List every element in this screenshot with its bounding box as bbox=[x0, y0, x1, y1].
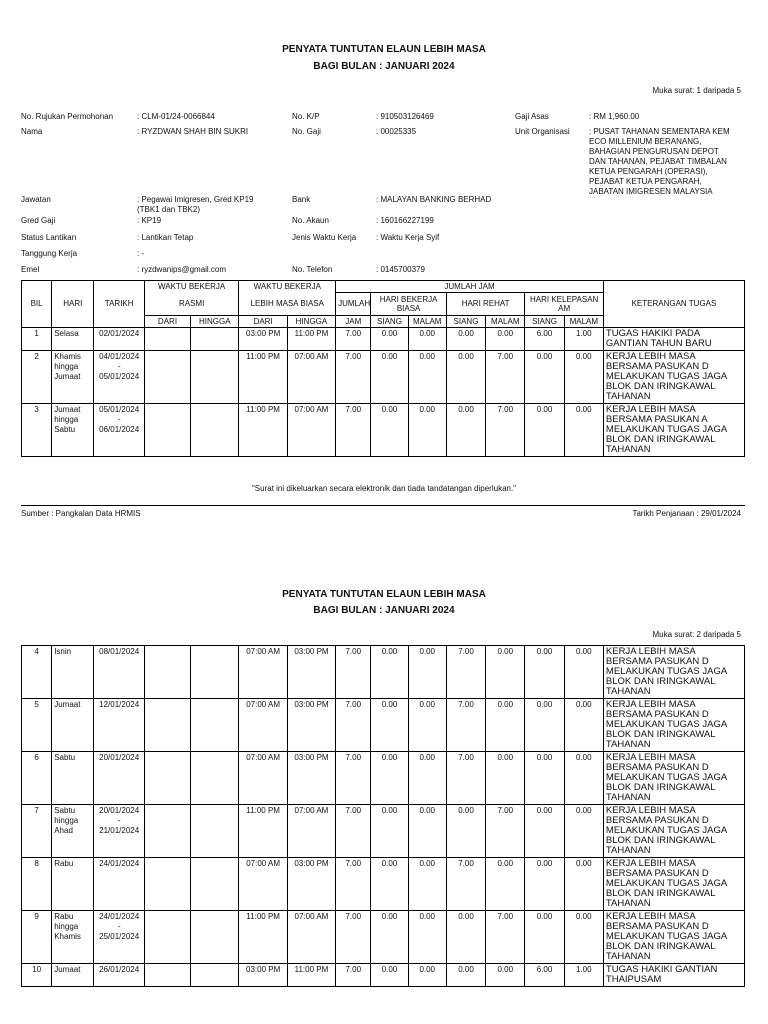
rehat-siang-cell: 0.00 bbox=[446, 403, 485, 456]
header-keterangan: KETERANGAN TUGAS bbox=[603, 281, 744, 328]
lmb-dari-cell: 07:00 AM bbox=[239, 752, 287, 805]
akaun-label: No. Akaun bbox=[292, 216, 329, 225]
header-rasmi-dari: DARI bbox=[144, 315, 190, 327]
header-jumlah-jam: JUMLAH JAM bbox=[336, 281, 604, 293]
header-rasmi-hingga: HINGGA bbox=[191, 315, 239, 327]
header-biasa-malam: MALAM bbox=[408, 315, 446, 327]
table-row bbox=[22, 752, 745, 805]
bil-cell: 9 bbox=[22, 911, 52, 964]
hari-cell: Isnin bbox=[52, 646, 94, 699]
gaji-value: : 00025335 bbox=[376, 127, 417, 136]
status-value: : Lantikan Tetap bbox=[137, 233, 194, 242]
rehat-siang-cell: 0.00 bbox=[446, 350, 485, 403]
gaji-asas-label: Gaji Asas bbox=[515, 112, 549, 121]
lmb-dari-cell: 07:00 AM bbox=[239, 646, 287, 699]
kelepasan-siang-cell: 0.00 bbox=[525, 805, 564, 858]
rasmi-hingga-cell bbox=[191, 403, 239, 456]
tarikh-cell: 26/01/2024 bbox=[94, 964, 144, 987]
rasmi-hingga-cell bbox=[191, 858, 239, 911]
electronic-note: "Surat ini dikeluarkan secara elektronik dan tiada tandatangan diperlukan." bbox=[251, 484, 517, 493]
nama-label: Nama bbox=[21, 127, 43, 136]
bil-cell: 6 bbox=[22, 752, 52, 805]
hari-cell: Jumaat bbox=[52, 964, 94, 987]
lmb-dari-cell: 11:00 PM bbox=[239, 911, 287, 964]
keterangan-cell: TUGAS HAKIKI GANTIAN THAIPUSAM bbox=[603, 964, 744, 987]
rehat-siang-cell: 0.00 bbox=[446, 911, 485, 964]
page-subtitle: BAGI BULAN : JANUARI 2024 bbox=[313, 61, 455, 72]
lmb-hingga-cell: 07:00 AM bbox=[287, 350, 335, 403]
biasa-malam-cell: 0.00 bbox=[408, 350, 446, 403]
rehat-siang-cell: 7.00 bbox=[446, 646, 485, 699]
tarikh-cell: 12/01/2024 bbox=[94, 699, 144, 752]
rehat-malam-cell: 7.00 bbox=[486, 911, 525, 964]
rehat-siang-cell: 0.00 bbox=[446, 805, 485, 858]
tarikh-cell: 08/01/2024 bbox=[94, 646, 144, 699]
sumber-text: Sumber : Pangkalan Data HRMIS bbox=[21, 509, 141, 518]
keterangan-cell: KERJA LEBIH MASA BERSAMA PASUKAN D MELAKUKAN TUGAS JAGA BLOK DAN IRINGKAWAL TAHANAN bbox=[603, 911, 744, 964]
jam-cell: 7.00 bbox=[336, 699, 371, 752]
rasmi-dari-cell bbox=[144, 805, 190, 858]
jam-cell: 7.00 bbox=[336, 858, 371, 911]
tarikh-cell: 05/01/2024 - 06/01/2024 bbox=[94, 403, 144, 456]
kelepasan-malam-cell: 0.00 bbox=[564, 911, 603, 964]
header-kelepasan-malam: MALAM bbox=[564, 315, 603, 327]
kp-value: : 910503126469 bbox=[376, 112, 434, 121]
lmb-hingga-cell: 11:00 PM bbox=[287, 327, 335, 350]
jam-cell: 7.00 bbox=[336, 964, 371, 987]
kelepasan-malam-cell: 1.00 bbox=[564, 964, 603, 987]
kelepasan-siang-cell: 0.00 bbox=[525, 911, 564, 964]
biasa-malam-cell: 0.00 bbox=[408, 327, 446, 350]
keterangan-cell: KERJA LEBIH MASA BERSAMA PASUKAN D MELAKUKAN TUGAS JAGA BLOK DAN IRINGKAWAL TAHANAN bbox=[603, 646, 744, 699]
tarikh-cell: 20/01/2024 - 21/01/2024 bbox=[94, 805, 144, 858]
jam-cell: 7.00 bbox=[336, 403, 371, 456]
kelepasan-siang-cell: 0.00 bbox=[525, 858, 564, 911]
rasmi-dari-cell bbox=[144, 858, 190, 911]
table-row bbox=[22, 858, 745, 911]
jam-cell: 7.00 bbox=[336, 646, 371, 699]
keterangan-cell: KERJA LEBIH MASA BERSAMA PASUKAN D MELAKUKAN TUGAS JAGA BLOK DAN IRINGKAWAL TAHANAN bbox=[603, 699, 744, 752]
biasa-siang-cell: 0.00 bbox=[371, 699, 408, 752]
header-hari: HARI bbox=[52, 281, 94, 328]
biasa-malam-cell: 0.00 bbox=[408, 911, 446, 964]
unit-label: Unit Organisasi bbox=[515, 127, 570, 136]
biasa-siang-cell: 0.00 bbox=[371, 752, 408, 805]
hari-cell: Sabtu hingga Ahad bbox=[52, 805, 94, 858]
biasa-siang-cell: 0.00 bbox=[371, 350, 408, 403]
rasmi-hingga-cell bbox=[191, 350, 239, 403]
tarikh-cell: 02/01/2024 bbox=[94, 327, 144, 350]
tarikh-cell: 04/01/2024 - 05/01/2024 bbox=[94, 350, 144, 403]
keterangan-cell: KERJA LEBIH MASA BERSAMA PASUKAN D MELAKUKAN TUGAS JAGA BLOK DAN IRINGKAWAL TAHANAN bbox=[603, 858, 744, 911]
kp-label: No. K/P bbox=[292, 112, 320, 121]
rasmi-dari-cell bbox=[144, 327, 190, 350]
table-row bbox=[22, 805, 745, 858]
rasmi-hingga-cell bbox=[191, 327, 239, 350]
hari-cell: Rabu hingga Khamis bbox=[52, 911, 94, 964]
lmb-dari-cell: 11:00 PM bbox=[239, 350, 287, 403]
header-rehat-siang: SIANG bbox=[446, 315, 485, 327]
kelepasan-malam-cell: 0.00 bbox=[564, 699, 603, 752]
rehat-malam-cell: 0.00 bbox=[486, 858, 525, 911]
emel-value: : ryzdwanips@gmail.com bbox=[137, 265, 227, 274]
kelepasan-malam-cell: 1.00 bbox=[564, 327, 603, 350]
biasa-malam-cell: 0.00 bbox=[408, 646, 446, 699]
bil-cell: 5 bbox=[22, 699, 52, 752]
rasmi-dari-cell bbox=[144, 403, 190, 456]
tarikh-penjanaan: Tarikh Penjanaan : 29/01/2024 bbox=[632, 509, 741, 518]
header-biasa-siang: SIANG bbox=[371, 315, 408, 327]
header-wb-rasmi-2: RASMI bbox=[144, 293, 239, 316]
page2-number: Muka surat: 2 daripada 5 bbox=[652, 630, 741, 639]
footer-divider bbox=[21, 505, 745, 506]
jam-cell: 7.00 bbox=[336, 752, 371, 805]
rehat-malam-cell: 0.00 bbox=[486, 964, 525, 987]
bil-cell: 8 bbox=[22, 858, 52, 911]
rehat-siang-cell: 7.00 bbox=[446, 858, 485, 911]
header-wb-lmb-2: LEBIH MASA BIASA bbox=[239, 293, 336, 316]
kelepasan-siang-cell: 0.00 bbox=[525, 403, 564, 456]
bil-cell: 2 bbox=[22, 350, 52, 403]
page-title: PENYATA TUNTUTAN ELAUN LEBIH MASA bbox=[282, 44, 486, 55]
gaji-label: No. Gaji bbox=[292, 127, 321, 136]
rasmi-hingga-cell bbox=[191, 805, 239, 858]
rehat-malam-cell: 7.00 bbox=[486, 403, 525, 456]
biasa-siang-cell: 0.00 bbox=[371, 327, 408, 350]
kelepasan-siang-cell: 6.00 bbox=[525, 964, 564, 987]
rasmi-hingga-cell bbox=[191, 964, 239, 987]
header-jumlah: JUMLAH bbox=[336, 293, 371, 316]
table-row bbox=[22, 327, 745, 350]
kelepasan-siang-cell: 0.00 bbox=[525, 350, 564, 403]
gred-label: Gred Gaji bbox=[21, 216, 56, 225]
biasa-siang-cell: 0.00 bbox=[371, 646, 408, 699]
nama-value: : RYZDWAN SHAH BIN SUKRI bbox=[137, 127, 249, 136]
rehat-siang-cell: 0.00 bbox=[446, 964, 485, 987]
rasmi-dari-cell bbox=[144, 911, 190, 964]
rehat-malam-cell: 0.00 bbox=[486, 327, 525, 350]
rasmi-dari-cell bbox=[144, 964, 190, 987]
rasmi-hingga-cell bbox=[191, 699, 239, 752]
rehat-malam-cell: 0.00 bbox=[486, 646, 525, 699]
header-lmb-hingga: HINGGA bbox=[287, 315, 335, 327]
unit-value: : PUSAT TAHANAN SEMENTARA KEM ECO MILLENIUM BERANANG, BAHAGIAN PENGURUSAN DEPOT DAN TAHANAN, PEJABAT TIMBALAN KETUA PENGARAH (OPERASI), PEJABAT KETUA PENGARAH, JABATAN IMIGRESEN MALAYSIA bbox=[589, 127, 730, 196]
kelepasan-siang-cell: 0.00 bbox=[525, 752, 564, 805]
table-row bbox=[22, 350, 745, 403]
kelepasan-malam-cell: 0.00 bbox=[564, 350, 603, 403]
hari-cell: Jumaat hingga Sabtu bbox=[52, 403, 94, 456]
keterangan-cell: TUGAS HAKIKI PADA GANTIAN TAHUN BARU bbox=[603, 327, 744, 350]
lmb-hingga-cell: 07:00 AM bbox=[287, 911, 335, 964]
keterangan-cell: KERJA LEBIH MASA BERSAMA PASUKAN D MELAKUKAN TUGAS JAGA BLOK DAN IRINGKAWAL TAHANAN bbox=[603, 350, 744, 403]
lmb-hingga-cell: 07:00 AM bbox=[287, 805, 335, 858]
biasa-malam-cell: 0.00 bbox=[408, 403, 446, 456]
rehat-siang-cell: 7.00 bbox=[446, 699, 485, 752]
jawatan-value: : Pegawai Imigresen, Gred KP19 (TBK1 dan TBK2) bbox=[137, 195, 254, 214]
rehat-siang-cell: 0.00 bbox=[446, 327, 485, 350]
overtime-table-page2 bbox=[21, 645, 745, 987]
rasmi-dari-cell bbox=[144, 699, 190, 752]
jam-cell: 7.00 bbox=[336, 805, 371, 858]
table-body-page1 bbox=[22, 327, 745, 456]
keterangan-cell: KERJA LEBIH MASA BERSAMA PASUKAN D MELAKUKAN TUGAS JAGA BLOK DAN IRINGKAWAL TAHANAN bbox=[603, 805, 744, 858]
page-number: Muka surat: 1 daripada 5 bbox=[652, 86, 741, 95]
tarikh-cell: 20/01/2024 bbox=[94, 752, 144, 805]
rasmi-dari-cell bbox=[144, 752, 190, 805]
tarikh-cell: 24/01/2024 - 25/01/2024 bbox=[94, 911, 144, 964]
lmb-dari-cell: 07:00 AM bbox=[239, 699, 287, 752]
rujukan-label: No. Rujukan Permohonan bbox=[21, 112, 114, 121]
lmb-hingga-cell: 07:00 AM bbox=[287, 403, 335, 456]
rehat-siang-cell: 7.00 bbox=[446, 752, 485, 805]
table-row bbox=[22, 646, 745, 699]
lmb-hingga-cell: 03:00 PM bbox=[287, 858, 335, 911]
biasa-siang-cell: 0.00 bbox=[371, 911, 408, 964]
jawatan-label: Jawatan bbox=[21, 195, 51, 204]
hari-cell: Sabtu bbox=[52, 752, 94, 805]
jam-cell: 7.00 bbox=[336, 911, 371, 964]
kelepasan-malam-cell: 0.00 bbox=[564, 805, 603, 858]
bank-value: : MALAYAN BANKING BERHAD bbox=[376, 195, 492, 204]
jam-cell: 7.00 bbox=[336, 350, 371, 403]
rehat-malam-cell: 0.00 bbox=[486, 699, 525, 752]
biasa-siang-cell: 0.00 bbox=[371, 858, 408, 911]
bil-cell: 1 bbox=[22, 327, 52, 350]
rehat-malam-cell: 7.00 bbox=[486, 350, 525, 403]
table-row bbox=[22, 403, 745, 456]
lmb-dari-cell: 11:00 PM bbox=[239, 403, 287, 456]
bank-label: Bank bbox=[292, 195, 311, 204]
header-kelepasan-siang: SIANG bbox=[525, 315, 564, 327]
table-row bbox=[22, 699, 745, 752]
jam-cell: 7.00 bbox=[336, 327, 371, 350]
rasmi-hingga-cell bbox=[191, 646, 239, 699]
header-rehat-malam: MALAM bbox=[486, 315, 525, 327]
kelepasan-siang-cell: 0.00 bbox=[525, 646, 564, 699]
header-jam: JAM bbox=[336, 315, 371, 327]
kelepasan-malam-cell: 0.00 bbox=[564, 403, 603, 456]
rasmi-hingga-cell bbox=[191, 911, 239, 964]
rujukan-value: : CLM-01/24-0066844 bbox=[137, 112, 215, 121]
header-hari-kelepasan-am: HARI KELEPASAN AM bbox=[525, 293, 604, 316]
lmb-dari-cell: 07:00 AM bbox=[239, 858, 287, 911]
keterangan-cell: KERJA LEBIH MASA BERSAMA PASUKAN D MELAKUKAN TUGAS JAGA BLOK DAN IRINGKAWAL TAHANAN bbox=[603, 752, 744, 805]
bil-cell: 10 bbox=[22, 964, 52, 987]
biasa-malam-cell: 0.00 bbox=[408, 752, 446, 805]
header-tarikh: TARIKH bbox=[94, 281, 144, 328]
kelepasan-malam-cell: 0.00 bbox=[564, 646, 603, 699]
table-row bbox=[22, 911, 745, 964]
page2-title: PENYATA TUNTUTAN ELAUN LEBIH MASA bbox=[282, 589, 486, 600]
header-lmb-dari: DARI bbox=[239, 315, 287, 327]
lmb-hingga-cell: 03:00 PM bbox=[287, 699, 335, 752]
biasa-siang-cell: 0.00 bbox=[371, 403, 408, 456]
biasa-siang-cell: 0.00 bbox=[371, 805, 408, 858]
kelepasan-siang-cell: 0.00 bbox=[525, 699, 564, 752]
keterangan-cell: KERJA LEBIH MASA BERSAMA PASUKAN A MELAKUKAN TUGAS JAGA BLOK DAN IRINGKAWAL TAHANAN bbox=[603, 403, 744, 456]
overtime-table-page1 bbox=[21, 280, 745, 457]
bil-cell: 3 bbox=[22, 403, 52, 456]
waktu-kerja-value: : Waktu Kerja Syif bbox=[376, 233, 440, 242]
header-wb-lmb-1: WAKTU BEKERJA bbox=[239, 281, 336, 293]
rasmi-dari-cell bbox=[144, 350, 190, 403]
biasa-siang-cell: 0.00 bbox=[371, 964, 408, 987]
header-bil: BIL bbox=[22, 281, 52, 328]
gaji-asas-value: : RM 1,960.00 bbox=[589, 112, 640, 121]
table-body-page2 bbox=[22, 646, 745, 987]
table-row bbox=[22, 964, 745, 987]
rehat-malam-cell: 0.00 bbox=[486, 752, 525, 805]
page2-subtitle: BAGI BULAN : JANUARI 2024 bbox=[313, 605, 455, 616]
biasa-malam-cell: 0.00 bbox=[408, 964, 446, 987]
kelepasan-siang-cell: 6.00 bbox=[525, 327, 564, 350]
waktu-kerja-label: Jenis Waktu Kerja bbox=[292, 233, 357, 242]
hari-cell: Rabu bbox=[52, 858, 94, 911]
lmb-hingga-cell: 03:00 PM bbox=[287, 646, 335, 699]
tarikh-cell: 24/01/2024 bbox=[94, 858, 144, 911]
status-label: Status Lantikan bbox=[21, 233, 77, 242]
kelepasan-malam-cell: 0.00 bbox=[564, 752, 603, 805]
hari-cell: Selasa bbox=[52, 327, 94, 350]
telefon-value: : 0145700379 bbox=[376, 265, 425, 274]
rasmi-hingga-cell bbox=[191, 752, 239, 805]
lmb-hingga-cell: 11:00 PM bbox=[287, 964, 335, 987]
hari-cell: Jumaat bbox=[52, 699, 94, 752]
bil-cell: 4 bbox=[22, 646, 52, 699]
lmb-dari-cell: 03:00 PM bbox=[239, 327, 287, 350]
hari-cell: Khamis hingga Jumaat bbox=[52, 350, 94, 403]
tanggung-label: Tanggung Kerja bbox=[21, 249, 78, 258]
kelepasan-malam-cell: 0.00 bbox=[564, 858, 603, 911]
lmb-dari-cell: 11:00 PM bbox=[239, 805, 287, 858]
bil-cell: 7 bbox=[22, 805, 52, 858]
biasa-malam-cell: 0.00 bbox=[408, 805, 446, 858]
emel-label: Emel bbox=[21, 265, 40, 274]
header-wb-rasmi-1: WAKTU BEKERJA bbox=[144, 281, 239, 293]
biasa-malam-cell: 0.00 bbox=[408, 699, 446, 752]
lmb-hingga-cell: 03:00 PM bbox=[287, 752, 335, 805]
header-hari-rehat: HARI REHAT bbox=[446, 293, 525, 316]
rasmi-dari-cell bbox=[144, 646, 190, 699]
gred-value: : KP19 bbox=[137, 216, 162, 225]
rehat-malam-cell: 7.00 bbox=[486, 805, 525, 858]
telefon-label: No. Telefon bbox=[292, 265, 333, 274]
tanggung-value: : - bbox=[137, 249, 145, 258]
biasa-malam-cell: 0.00 bbox=[408, 858, 446, 911]
header-hari-bekerja-biasa: HARI BEKERJA BIASA bbox=[371, 293, 447, 316]
akaun-value: : 160166227199 bbox=[376, 216, 434, 225]
lmb-dari-cell: 03:00 PM bbox=[239, 964, 287, 987]
